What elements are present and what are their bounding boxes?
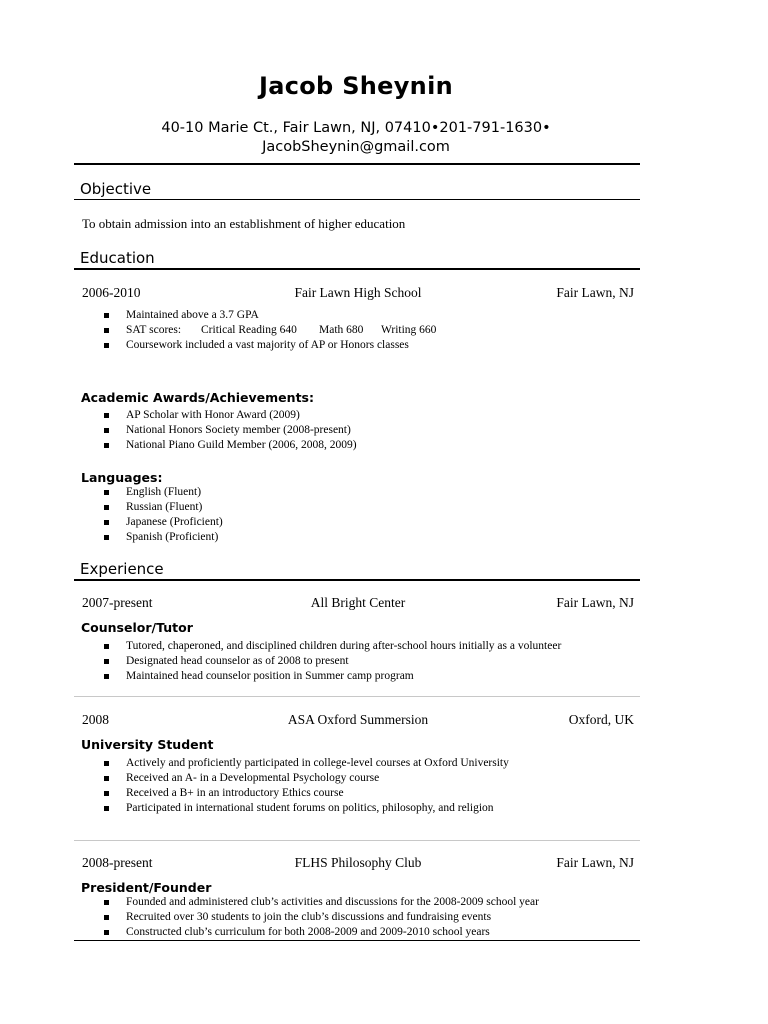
- footer-divider: [74, 940, 640, 941]
- bullet-icon: [104, 328, 109, 333]
- experience-role: University Student: [81, 737, 214, 752]
- experience-bullets: [104, 756, 509, 816]
- header-divider: [74, 163, 640, 165]
- bullet-icon: [104, 659, 109, 664]
- bullet-icon: [104, 505, 109, 510]
- bullet-icon: [104, 520, 109, 525]
- experience-bullets: [104, 639, 561, 684]
- list-item: [104, 910, 539, 925]
- list-item: [104, 438, 357, 453]
- experience-entry-header: [82, 595, 634, 613]
- education-entry-header: [82, 285, 634, 303]
- awards-heading: Academic Awards/Achievements:: [81, 390, 314, 405]
- list-item: [104, 485, 223, 500]
- list-item-text: Participated in international student forums on politics, philosophy, and religion: [126, 802, 494, 814]
- list-item-text: National Honors Society member (2008-present): [126, 424, 351, 436]
- list-item-text: Constructed club’s curriculum for both 2008-2009 and 2009-2010 school years: [126, 926, 490, 938]
- list-item: [104, 895, 539, 910]
- list-item-text: Japanese (Proficient): [126, 516, 223, 528]
- section-title-experience: Experience: [80, 560, 164, 578]
- list-item-text: English (Fluent): [126, 486, 202, 498]
- list-item: [104, 786, 509, 801]
- list-item: [104, 338, 436, 353]
- sat-reading: Critical Reading 640: [201, 324, 297, 336]
- bullet-icon: [104, 490, 109, 495]
- experience-dates: 2008-present: [82, 855, 153, 870]
- list-item: [104, 308, 436, 323]
- experience-entry-header: [82, 712, 634, 730]
- bullet-icon: [104, 343, 109, 348]
- sat-math: Math 680: [319, 324, 364, 336]
- list-item-text: Coursework included a vast majority of AP or Honors classes: [126, 339, 409, 351]
- list-item-text: Russian (Fluent): [126, 501, 203, 513]
- section-title-education: Education: [80, 249, 155, 267]
- experience-location: Oxford, UK: [568, 712, 634, 727]
- sat-writing: Writing 660: [381, 324, 437, 336]
- list-item: [104, 500, 223, 515]
- bullet-icon: [104, 644, 109, 649]
- bullet-icon: [104, 428, 109, 433]
- bullet-icon: [104, 535, 109, 540]
- education-dates: 2006-2010: [82, 285, 141, 300]
- bullet-icon: [104, 915, 109, 920]
- list-item: [104, 801, 509, 816]
- experience-role: President/Founder: [81, 880, 212, 895]
- bullet-icon: [104, 930, 109, 935]
- list-item: [104, 654, 561, 669]
- contact-email: JacobSheynin@gmail.com: [262, 139, 450, 155]
- list-item-text: Received an A- in a Developmental Psychology course: [126, 772, 380, 784]
- section-title-objective: Objective: [80, 180, 152, 198]
- experience-bullets: [104, 895, 539, 940]
- contact-address-phone: 40-10 Marie Ct., Fair Lawn, NJ, 07410•201-791-1630•: [161, 120, 551, 136]
- list-item: [104, 639, 561, 654]
- list-item-text: Spanish (Proficient): [126, 531, 219, 543]
- bullet-icon: [104, 413, 109, 418]
- list-item: [104, 756, 509, 771]
- education-bullets: [104, 308, 436, 353]
- education-school: Fair Lawn High School: [294, 285, 422, 300]
- experience-location: Fair Lawn, NJ: [556, 855, 634, 870]
- list-item: [104, 669, 561, 684]
- objective-divider: [74, 199, 640, 200]
- list-item-text: Maintained above a 3.7 GPA: [126, 309, 259, 321]
- list-item-text: Maintained head counselor position in Summer camp program: [126, 670, 414, 682]
- experience-location: Fair Lawn, NJ: [556, 595, 634, 610]
- experience-divider: [74, 579, 640, 581]
- sat-label: SAT scores:: [126, 324, 182, 336]
- experience-org: FLHS Philosophy Club: [294, 855, 422, 870]
- entry-divider: [74, 840, 640, 841]
- bullet-icon: [104, 791, 109, 796]
- list-item-text: National Piano Guild Member (2006, 2008, 2009): [126, 439, 357, 451]
- experience-dates: 2008: [82, 712, 109, 727]
- list-item-text: Designated head counselor as of 2008 to present: [126, 655, 349, 667]
- list-item: [104, 771, 509, 786]
- bullet-icon: [104, 761, 109, 766]
- experience-org: ASA Oxford Summersion: [287, 712, 429, 727]
- education-location: Fair Lawn, NJ: [556, 285, 634, 300]
- list-item-text: Actively and proficiently participated in college-level courses at Oxford University: [126, 757, 509, 769]
- experience-role: Counselor/Tutor: [81, 620, 193, 635]
- list-item-text: Tutored, chaperoned, and disciplined children during after-school hours initially as a volunteer: [126, 640, 562, 652]
- experience-dates: 2007-present: [82, 595, 153, 610]
- bullet-icon: [104, 313, 109, 318]
- awards-list: [104, 408, 357, 453]
- bullet-icon: [104, 806, 109, 811]
- experience-org: All Bright Center: [310, 595, 406, 610]
- bullet-icon: [104, 674, 109, 679]
- list-item: [104, 423, 357, 438]
- list-item-text: Recruited over 30 students to join the club’s discussions and fundraising events: [126, 911, 492, 923]
- resume-name: Jacob Sheynin: [259, 72, 453, 100]
- languages-heading: Languages:: [81, 470, 163, 485]
- education-divider: [74, 268, 640, 270]
- list-item: [104, 925, 539, 940]
- languages-list: [104, 485, 223, 545]
- list-item: [104, 515, 223, 530]
- list-item-text: Received a B+ in an introductory Ethics course: [126, 787, 344, 799]
- bullet-icon: [104, 443, 109, 448]
- objective-text: To obtain admission into an establishment of higher education: [82, 216, 406, 231]
- list-item-text: Founded and administered club’s activities and discussions for the 2008-2009 school year: [126, 896, 539, 908]
- bullet-icon: [104, 776, 109, 781]
- list-item: [104, 530, 223, 545]
- experience-entry-header: [82, 855, 634, 873]
- list-item-text: AP Scholar with Honor Award (2009): [126, 409, 300, 421]
- list-item: [104, 323, 436, 338]
- list-item: [104, 408, 357, 423]
- entry-divider: [74, 696, 640, 697]
- bullet-icon: [104, 900, 109, 905]
